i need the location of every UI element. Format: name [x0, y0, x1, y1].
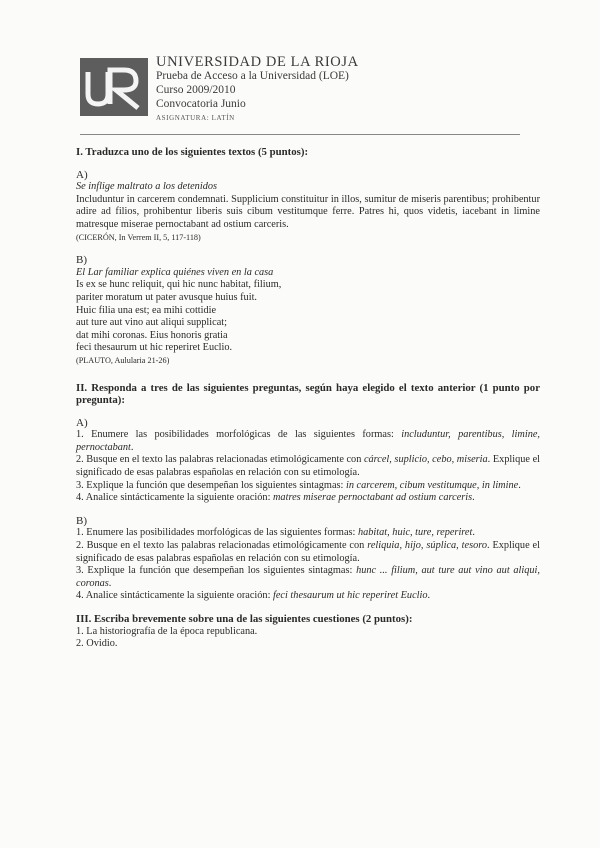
q3-item: 2. Ovidio. [76, 638, 118, 650]
q3-item: 1. La historiografía de la época republicana. [76, 625, 258, 637]
subject-label: ASIGNATURA: LATÍN [156, 114, 235, 122]
q2-b-item: 4. Analice sintácticamente la siguiente oración: feci thesaurum ut hic reperiret Euclio. [76, 590, 431, 602]
q1-b-source: (PLAUTO, Aulularia 21-26) [76, 355, 170, 365]
verse-line: pariter moratum ut pater avusque huius fuit. [76, 291, 258, 303]
verse-line: aut ture aut vino aut aliqui supplicat; [76, 317, 227, 329]
question-2-title: II. Responda a tres de las siguientes preguntas, según haya elegido el texto anterior (1 punto por pregunta): [76, 381, 540, 407]
header-text [156, 55, 359, 125]
q2-b-item: 3. Explique la función que desempeñan los siguientes sintagmas: hunc ... filium, aut ture aut vino aut aliqui, coronas. [76, 565, 540, 589]
q1-b-label: B) [76, 254, 87, 267]
verse-line: Is ex se hunc reliquit, qui hic nunc habitat, filium, [76, 279, 282, 291]
exam-content [76, 146, 540, 651]
verse-line: feci thesaurum ut hic reperiret Euclio. [76, 342, 233, 354]
q1-a-subtitle: Se inflige maltrato a los detenidos [76, 181, 217, 193]
exam-title: Prueba de Acceso a la Universidad (LOE) [156, 70, 349, 82]
q2-b-item: 1. Enumere las posibilidades morfológicas de las siguientes formas: habitat, huic, ture, reperiret. [76, 527, 475, 539]
q2-a-label: A) [76, 416, 88, 429]
q2-a-item: 2. Busque en el texto las palabras relacionadas etimológicamente con cárcel, suplicio, cebo, miseria. Explique el significado de esas palabras españolas en relación con su etimología. [76, 454, 541, 479]
q2-a-item: 4. Analice sintácticamente la siguiente oración: matres miserae pernoctabant ad ostium carceris. [76, 492, 475, 504]
q1-b-subtitle: El Lar familiar explica quiénes viven en la casa [76, 266, 274, 278]
header [80, 55, 600, 135]
question-3-title: III. Escriba brevemente sobre una de las siguientes cuestiones (2 puntos): [76, 613, 413, 625]
q1-a-text: Includuntur in carcerem condemnati. Supplicium constituitur in illos, sumitur de miseris parentibus; prohibentur adire ad filios, prohibentur liberis suis cibum vestitumque ferre. Patres hi, quos videtis, iacebant in limine matresque miserae pernoctabant ad ostium carceris. [76, 193, 540, 230]
header-divider [80, 134, 520, 135]
verse-line: Huic filia una est; ea mihi cottidie [76, 304, 217, 316]
q1-a-source: (CICERÓN, In Verrem II, 5, 117-118) [76, 232, 201, 242]
verse-line: dat mihi coronas. Eius honoris gratia [76, 329, 228, 341]
q2-b-label: B) [76, 514, 87, 527]
university-logo-icon [80, 58, 148, 116]
q2-a-item: 3. Explique la función que desempeñan los siguientes sintagmas: in carcerem, cibum vestitumque, in limine. [76, 479, 521, 491]
q2-a-item: 1. Enumere las posibilidades morfológicas de las siguientes formas: includuntur, parentibus, limine, pernoctabant. [76, 429, 540, 453]
q1-a-label: A) [76, 168, 88, 181]
call-date: Convocatoria Junio [156, 98, 246, 110]
q2-b-item: 2. Busque en el texto las palabras relacionadas etimológicamente con reliquia, hijo, súplica, tesoro. Explique el significado de esas palabras españolas en relación con su etimología. [76, 540, 540, 564]
university-name: UNIVERSIDAD DE LA RIOJA [156, 54, 359, 70]
question-1-title: I. Traduzca uno de los siguientes textos (5 puntos): [76, 146, 309, 158]
course-year: Curso 2009/2010 [156, 84, 236, 96]
